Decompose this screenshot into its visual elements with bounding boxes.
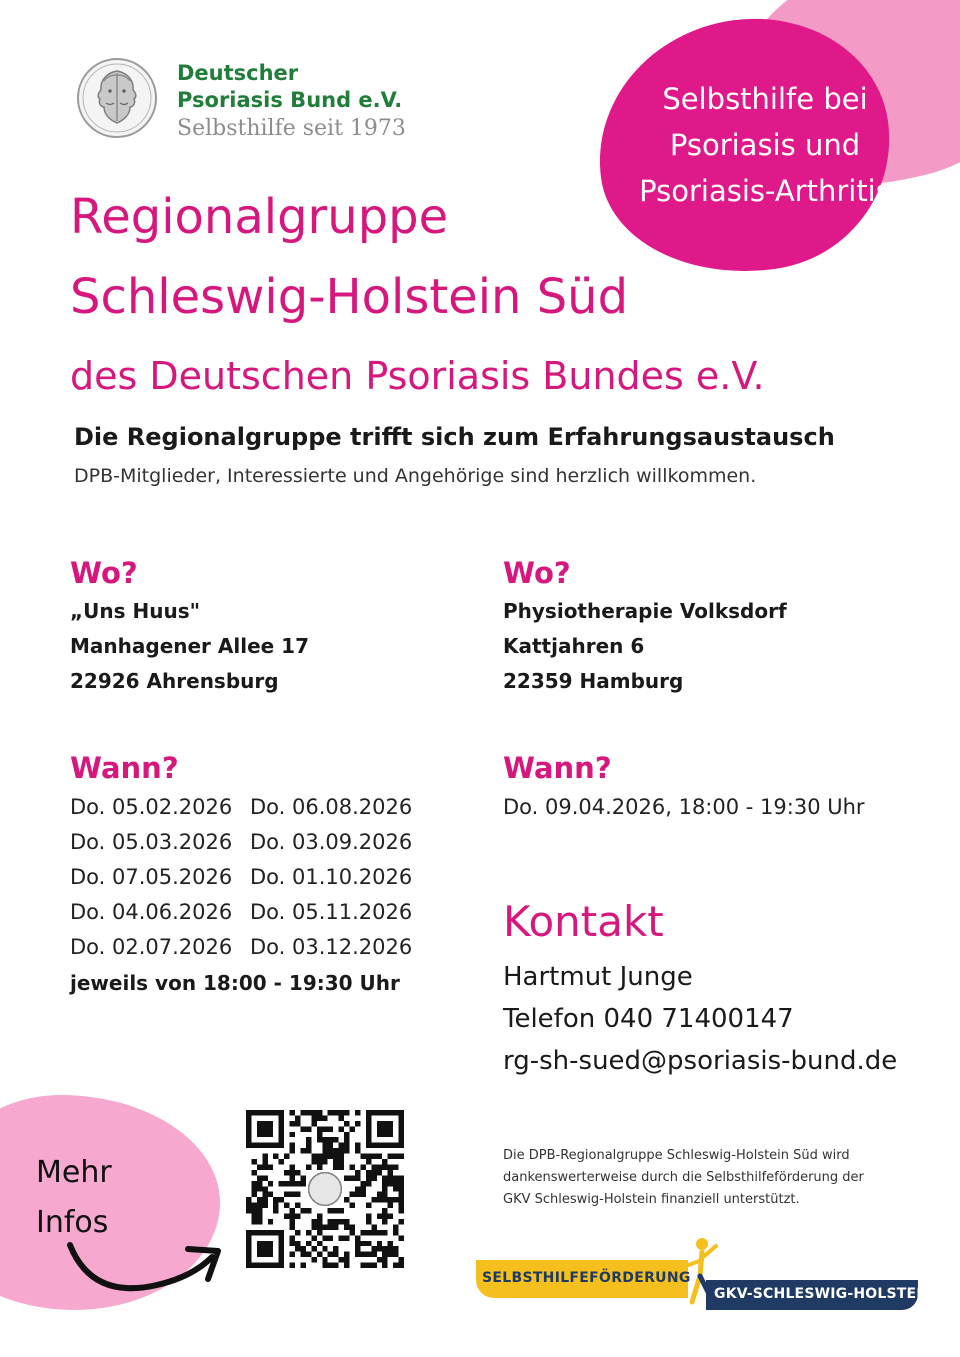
date-item: Do. 05.11.2026 [250,900,413,924]
schedule-left-label: Wann? [70,751,179,785]
funding-line-3: GKV Schleswig-Holstein finanziell unterstützt. [503,1192,800,1207]
schedule-right-date: Do. 09.04.2026, 18:00 - 19:30 Uhr [503,795,865,819]
title-line-2: Schleswig-Holstein Süd [70,269,629,325]
welcome-text: DPB-Mitglieder, Interessierte und Angehörige sind herzlich willkommen. [74,465,757,487]
location-right-city: 22359 Hamburg [503,669,684,693]
sponsor-right-text: GKV-SCHLESWIG-HOLSTEIN [714,1286,934,1302]
badge-line-1: Selbsthilfe bei [662,82,868,116]
janus-head-icon [76,57,158,139]
more-info-line-1: Mehr [36,1155,112,1190]
qr-code-icon[interactable] [246,1110,404,1268]
date-item: Do. 05.03.2026 [70,830,233,854]
logo-tagline: Selbsthilfe seit 1973 [177,116,406,141]
contact-name: Hartmut Junge [503,962,693,992]
logo-name-line-2: Psoriasis Bund e.V. [177,88,403,112]
logo-name-line-1: Deutscher [177,61,299,85]
location-right-address [503,594,787,699]
meeting-heading: Die Regionalgruppe trifft sich zum Erfahrungsaustausch [74,423,835,451]
badge-line-3: Psoriasis-Arthritis [639,174,891,208]
date-item: Do. 04.06.2026 [70,900,233,924]
date-item: Do. 07.05.2026 [70,865,233,889]
more-info-line-2: Infos [36,1205,109,1240]
date-item: Do. 01.10.2026 [250,865,413,889]
date-item: Do. 06.08.2026 [250,795,413,819]
location-right-name: Physiotherapie Volksdorf [503,599,787,623]
date-item: Do. 03.09.2026 [250,830,413,854]
title-line-3: des Deutschen Psoriasis Bundes e.V. [70,354,765,398]
location-left-name: „Uns Huus" [70,599,201,623]
title-line-1: Regionalgruppe [70,189,449,245]
location-left-city: 22926 Ahrensburg [70,669,279,693]
sponsor-left-text: SELBSTHILFEFÖRDERUNG [482,1270,691,1286]
location-left-street: Manhagener Allee 17 [70,634,309,658]
dates-column-2 [250,790,412,965]
schedule-right-label: Wann? [503,751,612,785]
contact-phone[interactable]: Telefon 040 71400147 [503,1004,794,1034]
contact-heading: Kontakt [503,897,664,946]
date-item: Do. 05.02.2026 [70,795,233,819]
badge-line-2: Psoriasis und [669,128,861,162]
funding-note [503,1145,903,1211]
location-left-label: Wo? [70,556,138,590]
curved-arrow-icon [62,1215,232,1305]
location-right-label: Wo? [503,556,571,590]
location-left-address [70,594,309,699]
funding-line-2: dankenswerterweise durch die Selbsthilfeförderung der [503,1170,864,1185]
date-item: Do. 02.07.2026 [70,935,233,959]
contact-email[interactable]: rg-sh-sued@psoriasis-bund.de [503,1046,898,1076]
date-item: Do. 03.12.2026 [250,935,413,959]
location-right-street: Kattjahren 6 [503,634,645,658]
funding-line-1: Die DPB-Regionalgruppe Schleswig-Holstein Süd wird [503,1148,850,1163]
schedule-left-time: jeweils von 18:00 - 19:30 Uhr [70,971,400,995]
dates-column-1 [70,790,232,965]
badge-text [605,76,925,214]
